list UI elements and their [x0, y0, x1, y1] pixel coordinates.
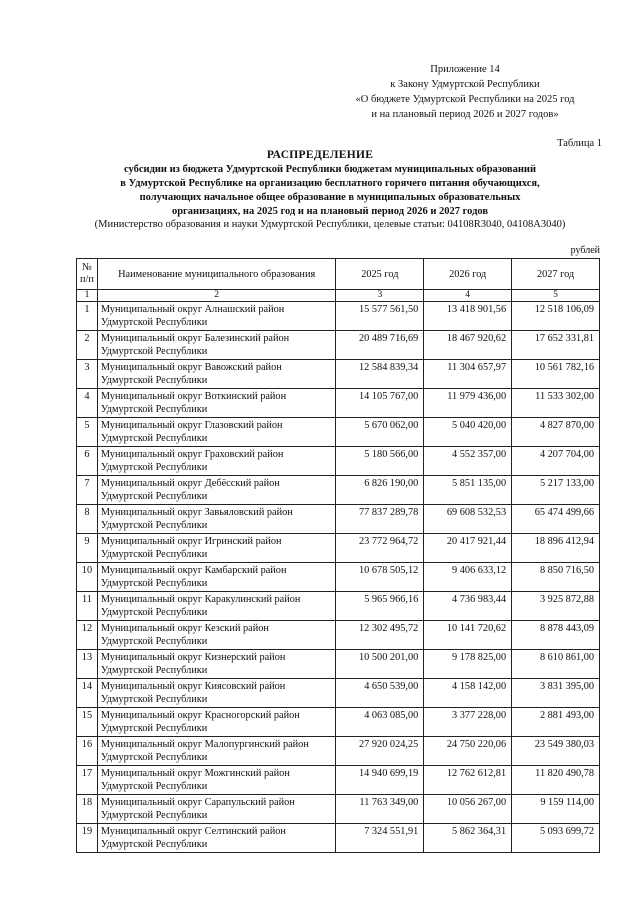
municipality-name-line1: Муниципальный округ Завьяловский район — [100, 507, 293, 518]
amount-2026: 69 608 532,53 — [424, 505, 512, 534]
column-index: 1 — [77, 290, 98, 302]
amount-2026: 9 178 825,00 — [424, 650, 512, 679]
column-index: 4 — [424, 290, 512, 302]
amount-2026: 24 750 220,06 — [424, 737, 512, 766]
document-subtitle — [40, 163, 620, 219]
amount-2026: 9 406 633,12 — [424, 563, 512, 592]
amount-2026: 3 377 228,00 — [424, 708, 512, 737]
municipality-name-line1: Муниципальный округ Граховский район — [100, 449, 284, 460]
row-number: 4 — [77, 389, 98, 418]
municipality-name — [97, 534, 335, 563]
municipality-name-line2: Удмуртской Республики — [100, 810, 208, 821]
column-index: 5 — [512, 290, 600, 302]
subtitle-line: в Удмуртской Республике на организацию бесплатного горячего питания обучающихся, — [120, 178, 540, 189]
table-row — [77, 795, 600, 824]
municipality-name — [97, 592, 335, 621]
amount-2026: 13 418 901,56 — [424, 302, 512, 331]
row-number: 19 — [77, 824, 98, 853]
row-number: 3 — [77, 360, 98, 389]
subtitle-line: субсидии из бюджета Удмуртской Республики бюджетам муниципальных образований — [123, 164, 537, 175]
appendix-line: и на плановый период 2026 и 2027 годов» — [371, 109, 559, 120]
amount-2027: 10 561 782,16 — [512, 360, 600, 389]
municipality-name-line2: Удмуртской Республики — [100, 578, 208, 589]
municipality-name — [97, 505, 335, 534]
municipality-name-line2: Удмуртской Республики — [100, 607, 208, 618]
amount-2025: 4 063 085,00 — [336, 708, 424, 737]
municipality-name-line2: Удмуртской Республики — [100, 433, 208, 444]
amount-2026: 11 979 436,00 — [424, 389, 512, 418]
municipality-name-line2: Удмуртской Республики — [100, 520, 208, 531]
table-header-row — [77, 259, 600, 290]
municipality-name — [97, 650, 335, 679]
municipality-name — [97, 708, 335, 737]
amount-2027: 3 925 872,88 — [512, 592, 600, 621]
municipality-name — [97, 737, 335, 766]
amount-2027: 3 831 395,00 — [512, 679, 600, 708]
municipality-name — [97, 447, 335, 476]
amount-2025: 12 302 495,72 — [336, 621, 424, 650]
municipality-name-line1: Муниципальный округ Кизнерский район — [100, 652, 286, 663]
table-row — [77, 766, 600, 795]
table-row — [77, 505, 600, 534]
table-row — [77, 737, 600, 766]
row-number: 5 — [77, 418, 98, 447]
amount-2026: 12 762 612,81 — [424, 766, 512, 795]
municipality-name — [97, 476, 335, 505]
row-number: 12 — [77, 621, 98, 650]
municipality-name-line2: Удмуртской Республики — [100, 781, 208, 792]
municipality-name-line2: Удмуртской Республики — [100, 839, 208, 850]
header-number-symbol: № — [82, 262, 92, 273]
table-row — [77, 360, 600, 389]
ministry-note: (Министерство образования и науки Удмуртской Республики, целевые статьи: 04108R3040, 04108A3040) — [94, 219, 566, 230]
municipality-name-line1: Муниципальный округ Малопургинский район — [100, 739, 309, 750]
municipality-name-line2: Удмуртской Республики — [100, 375, 208, 386]
header-2027: 2027 год — [512, 259, 600, 290]
amount-2027: 5 093 699,72 — [512, 824, 600, 853]
table-row — [77, 389, 600, 418]
table-row — [77, 824, 600, 853]
municipality-name — [97, 621, 335, 650]
municipality-name-line2: Удмуртской Республики — [100, 317, 208, 328]
municipality-name — [97, 795, 335, 824]
municipality-name-line1: Муниципальный округ Сарапульский район — [100, 797, 295, 808]
municipality-name-line1: Муниципальный округ Красногорский район — [100, 710, 300, 721]
municipality-name — [97, 331, 335, 360]
column-index: 3 — [336, 290, 424, 302]
amount-2027: 4 827 870,00 — [512, 418, 600, 447]
table-row — [77, 418, 600, 447]
municipality-name-line1: Муниципальный округ Селтинский район — [100, 826, 286, 837]
column-index-row — [77, 290, 600, 302]
municipality-name-line1: Муниципальный округ Камбарский район — [100, 565, 287, 576]
table-row — [77, 621, 600, 650]
municipality-name-line1: Муниципальный округ Кезский район — [100, 623, 269, 634]
amount-2027: 8 610 861,00 — [512, 650, 600, 679]
table-row — [77, 650, 600, 679]
amount-2027: 8 850 716,50 — [512, 563, 600, 592]
table-row — [77, 534, 600, 563]
municipality-name — [97, 389, 335, 418]
table-row — [77, 563, 600, 592]
amount-2027: 11 820 490,78 — [512, 766, 600, 795]
amount-2025: 5 965 966,16 — [336, 592, 424, 621]
row-number: 17 — [77, 766, 98, 795]
amount-2027: 23 549 380,03 — [512, 737, 600, 766]
amount-2025: 15 577 561,50 — [336, 302, 424, 331]
table-body — [77, 302, 600, 853]
municipality-name — [97, 563, 335, 592]
amount-2025: 5 670 062,00 — [336, 418, 424, 447]
municipality-name-line1: Муниципальный округ Игринский район — [100, 536, 282, 547]
row-number: 7 — [77, 476, 98, 505]
row-number: 6 — [77, 447, 98, 476]
amount-2025: 11 763 349,00 — [336, 795, 424, 824]
amount-2025: 14 105 767,00 — [336, 389, 424, 418]
amount-2026: 5 851 135,00 — [424, 476, 512, 505]
municipality-name-line1: Муниципальный округ Дебёсский район — [100, 478, 280, 489]
amount-2025: 23 772 964,72 — [336, 534, 424, 563]
table-label: Таблица 1 — [557, 138, 602, 149]
amount-2027: 8 878 443,09 — [512, 621, 600, 650]
table-row — [77, 331, 600, 360]
amount-2025: 5 180 566,00 — [336, 447, 424, 476]
municipality-name-line2: Удмуртской Республики — [100, 491, 208, 502]
amount-2025: 12 584 839,34 — [336, 360, 424, 389]
municipality-name-line1: Муниципальный округ Вавожский район — [100, 362, 282, 373]
header-number-abbrev: п/п — [80, 274, 94, 285]
table-row — [77, 447, 600, 476]
column-index: 2 — [97, 290, 335, 302]
municipality-name — [97, 360, 335, 389]
municipality-name-line1: Муниципальный округ Балезинский район — [100, 333, 290, 344]
row-number: 14 — [77, 679, 98, 708]
row-number: 15 — [77, 708, 98, 737]
amount-2027: 9 159 114,00 — [512, 795, 600, 824]
municipality-name — [97, 766, 335, 795]
appendix-header — [330, 62, 600, 122]
amount-2027: 11 533 302,00 — [512, 389, 600, 418]
amount-2025: 6 826 190,00 — [336, 476, 424, 505]
header-name: Наименование муниципального образования — [97, 259, 335, 290]
amount-2026: 4 552 357,00 — [424, 447, 512, 476]
amount-2027: 2 881 493,00 — [512, 708, 600, 737]
table-row — [77, 476, 600, 505]
amount-2027: 5 217 133,00 — [512, 476, 600, 505]
amount-2027: 4 207 704,00 — [512, 447, 600, 476]
municipality-name — [97, 302, 335, 331]
row-number: 18 — [77, 795, 98, 824]
subtitle-line: организациях, на 2025 год и на плановый период 2026 и 2027 годов — [171, 206, 489, 217]
table-row — [77, 592, 600, 621]
municipality-name-line2: Удмуртской Республики — [100, 665, 208, 676]
municipality-name-line2: Удмуртской Республики — [100, 346, 208, 357]
header-2026: 2026 год — [424, 259, 512, 290]
municipality-name-line2: Удмуртской Республики — [100, 549, 208, 560]
municipality-name-line1: Муниципальный округ Киясовский район — [100, 681, 286, 692]
amount-2026: 5 862 364,31 — [424, 824, 512, 853]
municipality-name-line2: Удмуртской Республики — [100, 752, 208, 763]
amount-2027: 18 896 412,94 — [512, 534, 600, 563]
amount-2025: 27 920 024,25 — [336, 737, 424, 766]
row-number: 1 — [77, 302, 98, 331]
amount-2025: 10 678 505,12 — [336, 563, 424, 592]
amount-2025: 14 940 699,19 — [336, 766, 424, 795]
units-label: рублей — [570, 245, 600, 256]
amount-2026: 5 040 420,00 — [424, 418, 512, 447]
amount-2025: 7 324 551,91 — [336, 824, 424, 853]
amount-2025: 10 500 201,00 — [336, 650, 424, 679]
municipality-name-line1: Муниципальный округ Глазовский район — [100, 420, 283, 431]
amount-2025: 4 650 539,00 — [336, 679, 424, 708]
amount-2026: 4 158 142,00 — [424, 679, 512, 708]
subtitle-line: получающих начальное общее образование в муниципальных образовательных — [139, 192, 521, 203]
amount-2027: 17 652 331,81 — [512, 331, 600, 360]
amount-2026: 18 467 920,62 — [424, 331, 512, 360]
amount-2025: 77 837 289,78 — [336, 505, 424, 534]
row-number: 9 — [77, 534, 98, 563]
municipality-name — [97, 679, 335, 708]
municipality-name-line2: Удмуртской Республики — [100, 636, 208, 647]
appendix-line: к Закону Удмуртской Республики — [390, 79, 540, 90]
municipality-name-line1: Муниципальный округ Можгинский район — [100, 768, 290, 779]
distribution-table — [76, 258, 600, 853]
document-title: РАСПРЕДЕЛЕНИЕ — [266, 149, 374, 161]
appendix-line: Приложение 14 — [430, 64, 500, 75]
municipality-name-line1: Муниципальный округ Алнашский район — [100, 304, 285, 315]
amount-2026: 11 304 657,97 — [424, 360, 512, 389]
header-number — [77, 259, 98, 290]
row-number: 8 — [77, 505, 98, 534]
table-row — [77, 708, 600, 737]
amount-2027: 12 518 106,09 — [512, 302, 600, 331]
amount-2026: 4 736 983,44 — [424, 592, 512, 621]
table-row — [77, 302, 600, 331]
amount-2025: 20 489 716,69 — [336, 331, 424, 360]
municipality-name-line2: Удмуртской Республики — [100, 462, 208, 473]
municipality-name-line2: Удмуртской Республики — [100, 404, 208, 415]
row-number: 11 — [77, 592, 98, 621]
amount-2026: 10 141 720,62 — [424, 621, 512, 650]
header-2025: 2025 год — [336, 259, 424, 290]
municipality-name — [97, 418, 335, 447]
amount-2026: 10 056 267,00 — [424, 795, 512, 824]
municipality-name-line1: Муниципальный округ Каракулинский район — [100, 594, 301, 605]
row-number: 13 — [77, 650, 98, 679]
amount-2027: 65 474 499,66 — [512, 505, 600, 534]
municipality-name — [97, 824, 335, 853]
municipality-name-line2: Удмуртской Республики — [100, 723, 208, 734]
amount-2026: 20 417 921,44 — [424, 534, 512, 563]
row-number: 2 — [77, 331, 98, 360]
municipality-name-line2: Удмуртской Республики — [100, 694, 208, 705]
table-row — [77, 679, 600, 708]
appendix-line: «О бюджете Удмуртской Республики на 2025 год — [355, 94, 575, 105]
row-number: 16 — [77, 737, 98, 766]
municipality-name-line1: Муниципальный округ Воткинский район — [100, 391, 287, 402]
row-number: 10 — [77, 563, 98, 592]
